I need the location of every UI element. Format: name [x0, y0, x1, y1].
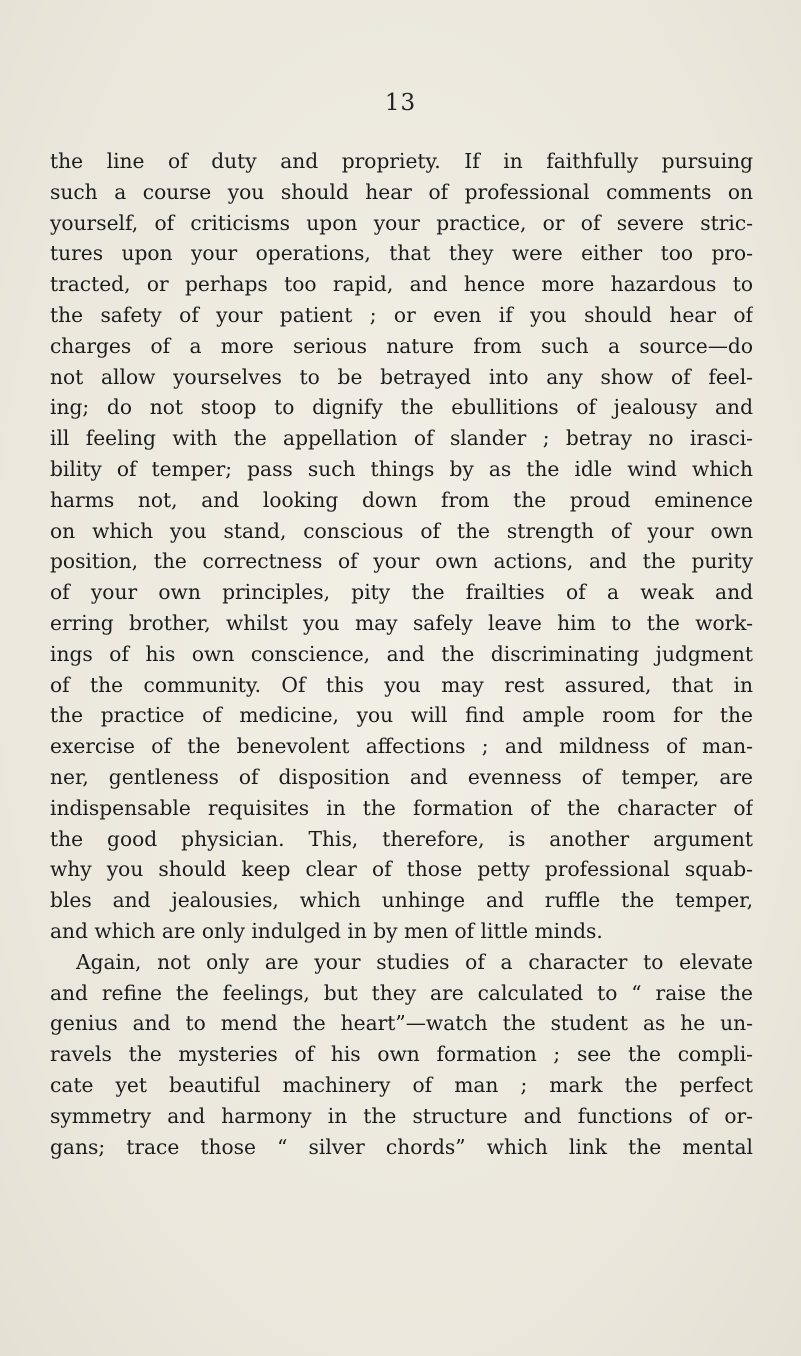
- text-line: tures upon your operations, that they were either too pro-: [50, 241, 753, 266]
- text-line: ill feeling with the appellation of slander ; betray no irasci-: [50, 426, 753, 451]
- text-line: charges of a more serious nature from such a source—do: [50, 333, 753, 358]
- text-line: not allow yourselves to be betrayed into any show of feel-: [50, 364, 753, 389]
- text-line: and refine the feelings, but they are calculated to “ raise the: [50, 980, 753, 1005]
- text-line: ravels the mysteries of his own formation ; see the compli-: [50, 1042, 753, 1067]
- text-line: gans; trace those “ silver chords” which link the mental: [50, 1134, 753, 1159]
- text-line: ner, gentleness of disposition and evenness of temper, are: [50, 764, 753, 789]
- text-line: bles and jealousies, which unhinge and ruffle the temper,: [50, 888, 753, 913]
- text-line: harms not, and looking down from the proud eminence: [50, 487, 753, 512]
- text-line: cate yet beautiful machinery of man ; mark the perfect: [50, 1072, 753, 1097]
- text-line: genius and to mend the heart”—watch the student as he un-: [50, 1011, 753, 1036]
- text-line: on which you stand, conscious of the strength of your own: [50, 518, 753, 543]
- text-line: of your own principles, pity the frailties of a weak and: [50, 580, 753, 605]
- text-line: the safety of your patient ; or even if you should hear of: [50, 302, 753, 327]
- text-line: yourself, of criticisms upon your practice, or of severe stric-: [50, 210, 753, 235]
- text-line: and which are only indulged in by men of little minds.: [50, 918, 603, 943]
- text-line: the good physician. This, therefore, is another argument: [50, 826, 753, 851]
- text-line: ings of his own conscience, and the discriminating judgment: [50, 641, 753, 666]
- text-line: symmetry and harmony in the structure and functions of or-: [50, 1103, 753, 1128]
- text-line: indispensable requisites in the formation of the character of: [50, 795, 753, 820]
- text-line: tracted, or perhaps too rapid, and hence more hazardous to: [50, 272, 753, 297]
- page-number: 13: [384, 90, 417, 116]
- body-text: [50, 146, 753, 1162]
- text-line: ing; do not stoop to dignify the ebullitions of jealousy and: [50, 395, 753, 420]
- text-line: position, the correctness of your own actions, and the purity: [50, 549, 753, 574]
- text-line: the practice of medicine, you will find ample room for the: [50, 703, 753, 728]
- text-line: Again, not only are your studies of a character to elevate: [76, 949, 753, 974]
- text-line: the line of duty and propriety. If in faithfully pursuing: [50, 149, 753, 173]
- text-line: such a course you should hear of professional comments on: [50, 179, 753, 204]
- text-line: bility of temper; pass such things by as the idle wind which: [50, 456, 753, 481]
- text-line: why you should keep clear of those petty professional squab-: [50, 857, 753, 882]
- text-line: erring brother, whilst you may safely leave him to the work-: [50, 610, 753, 635]
- text-line: exercise of the benevolent affections ; and mildness of man-: [50, 734, 753, 759]
- text-line: of the community. Of this you may rest assured, that in: [50, 672, 753, 697]
